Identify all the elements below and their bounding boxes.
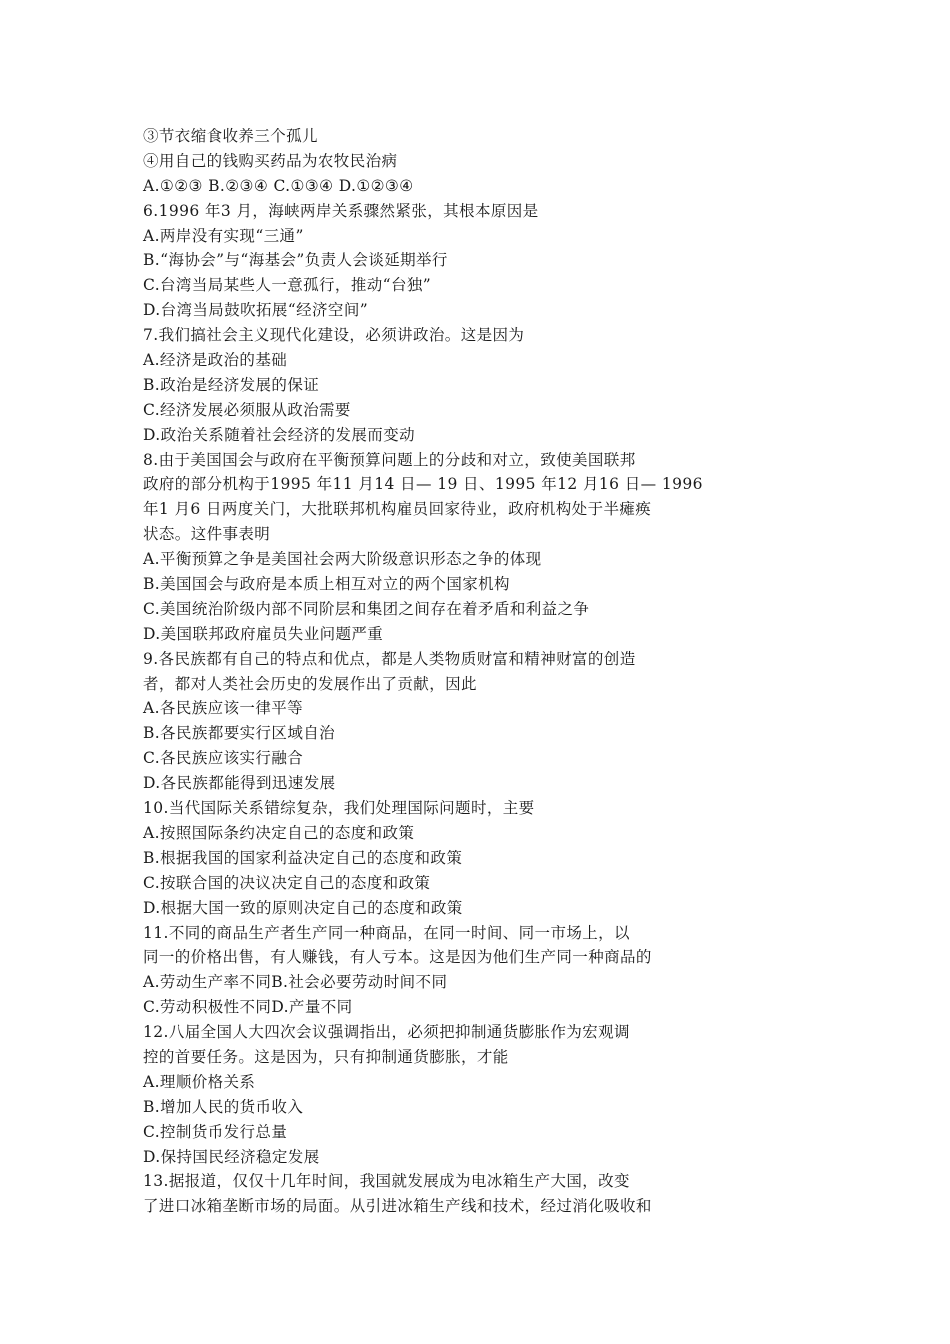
question-12-option-d: D.保持国民经济稳定发展 [143,1147,320,1166]
question-9: 9.各民族都有自己的特点和优点，都是人类物质财富和精神财富的创造 [143,649,636,668]
question-10-option-c: C.按联合国的决议决定自己的态度和政策 [143,873,431,892]
question-9-option-a: A.各民族应该一律平等 [143,699,304,718]
question-11: 11.不同的商品生产者生产同一种商品，在同一时间、同一市场上，以 [143,923,630,942]
question-8-continued: 年1 月6 日两度关门，大批联邦机构雇员回家待业，政府机构处于半瘫痪 [143,500,652,519]
question-7-option-b: B.政治是经济发展的保证 [143,375,320,394]
question-10-option-b: B.根据我国的国家利益决定自己的态度和政策 [143,848,463,867]
question-6-option-b: B.“海协会”与“海基会”负责人会谈延期举行 [143,251,448,270]
question-6-option-a: A.两岸没有实现“三通” [143,226,304,245]
question-6: 6.1996 年3 月，海峡两岸关系骤然紧张，其根本原因是 [143,201,539,220]
question-9-option-d: D.各民族都能得到迅速发展 [143,774,336,793]
question-7-option-d: D.政治关系随着社会经济的发展而变动 [143,425,416,444]
question-10-option-a: A.按照国际条约决定自己的态度和政策 [143,823,415,842]
question-9-continued: 者，都对人类社会历史的发展作出了贡献，因此 [143,674,477,693]
question-10: 10.当代国际关系错综复杂，我们处理国际问题时，主要 [143,799,535,818]
question-12: 12.八届全国人大四次会议强调指出，必须把抑制通货膨胀作为宏观调 [143,1023,630,1042]
question-10-option-d: D.根据大国一致的原则决定自己的态度和政策 [143,898,463,917]
question-9-option-c: C.各民族应该实行融合 [143,749,304,768]
answer-choices: A.①②③ B.②③④ C.①③④ D.①②③④ [143,176,414,195]
option-line: ③节衣缩食收养三个孤儿 [143,127,318,145]
question-8-option-b: B.美国国会与政府是本质上相互对立的两个国家机构 [143,575,510,594]
question-12-option-b: B.增加人民的货币收入 [143,1097,304,1116]
option-line: ④用自己的钱购买药品为农牧民治病 [143,151,398,170]
question-9-option-b: B.各民族都要实行区域自治 [143,724,336,743]
document-body [143,124,843,1219]
question-8: 8.由于美国国会与政府在平衡预算问题上的分歧和对立，致使美国联邦 [143,450,636,469]
question-8-option-d: D.美国联邦政府雇员失业问题严重 [143,624,384,643]
question-8-continued: 状态。这件事表明 [143,525,271,544]
question-8-continued: 政府的部分机构于1995 年11 月14 日— 19 日、1995 年12 月16 日— 1996 [143,475,703,494]
question-13-continued: 了进口冰箱垄断市场的局面。从引进冰箱生产线和技术，经过消化吸收和 [143,1197,652,1216]
question-6-option-d: D.台湾当局鼓吹拓展“经济空间” [143,301,369,320]
question-8-option-a: A.平衡预算之争是美国社会两大阶级意识形态之争的体现 [143,550,542,569]
question-13: 13.据报道，仅仅十几年时间，我国就发展成为电冰箱生产大国，改变 [143,1172,630,1191]
question-7: 7.我们搞社会主义现代化建设，必须讲政治。这是因为 [143,326,525,345]
question-7-option-c: C.经济发展必须服从政治需要 [143,400,351,419]
question-12-continued: 控的首要任务。这是因为，只有抑制通货膨胀，才能 [143,1047,509,1066]
question-11-options-ab: A.劳动生产率不同B.社会必要劳动时间不同 [143,973,448,992]
question-6-option-c: C.台湾当局某些人一意孤行，推动“台独” [143,276,432,295]
question-8-option-c: C.美国统治阶级内部不同阶层和集团之间存在着矛盾和利益之争 [143,599,590,618]
question-12-option-a: A.理顺价格关系 [143,1072,256,1091]
question-7-option-a: A.经济是政治的基础 [143,351,288,370]
question-11-options-cd: C.劳动积极性不同D.产量不同 [143,998,353,1017]
question-11-continued: 同一的价格出售，有人赚钱，有人亏本。这是因为他们生产同一种商品的 [143,948,652,967]
question-12-option-c: C.控制货币发行总量 [143,1122,288,1141]
